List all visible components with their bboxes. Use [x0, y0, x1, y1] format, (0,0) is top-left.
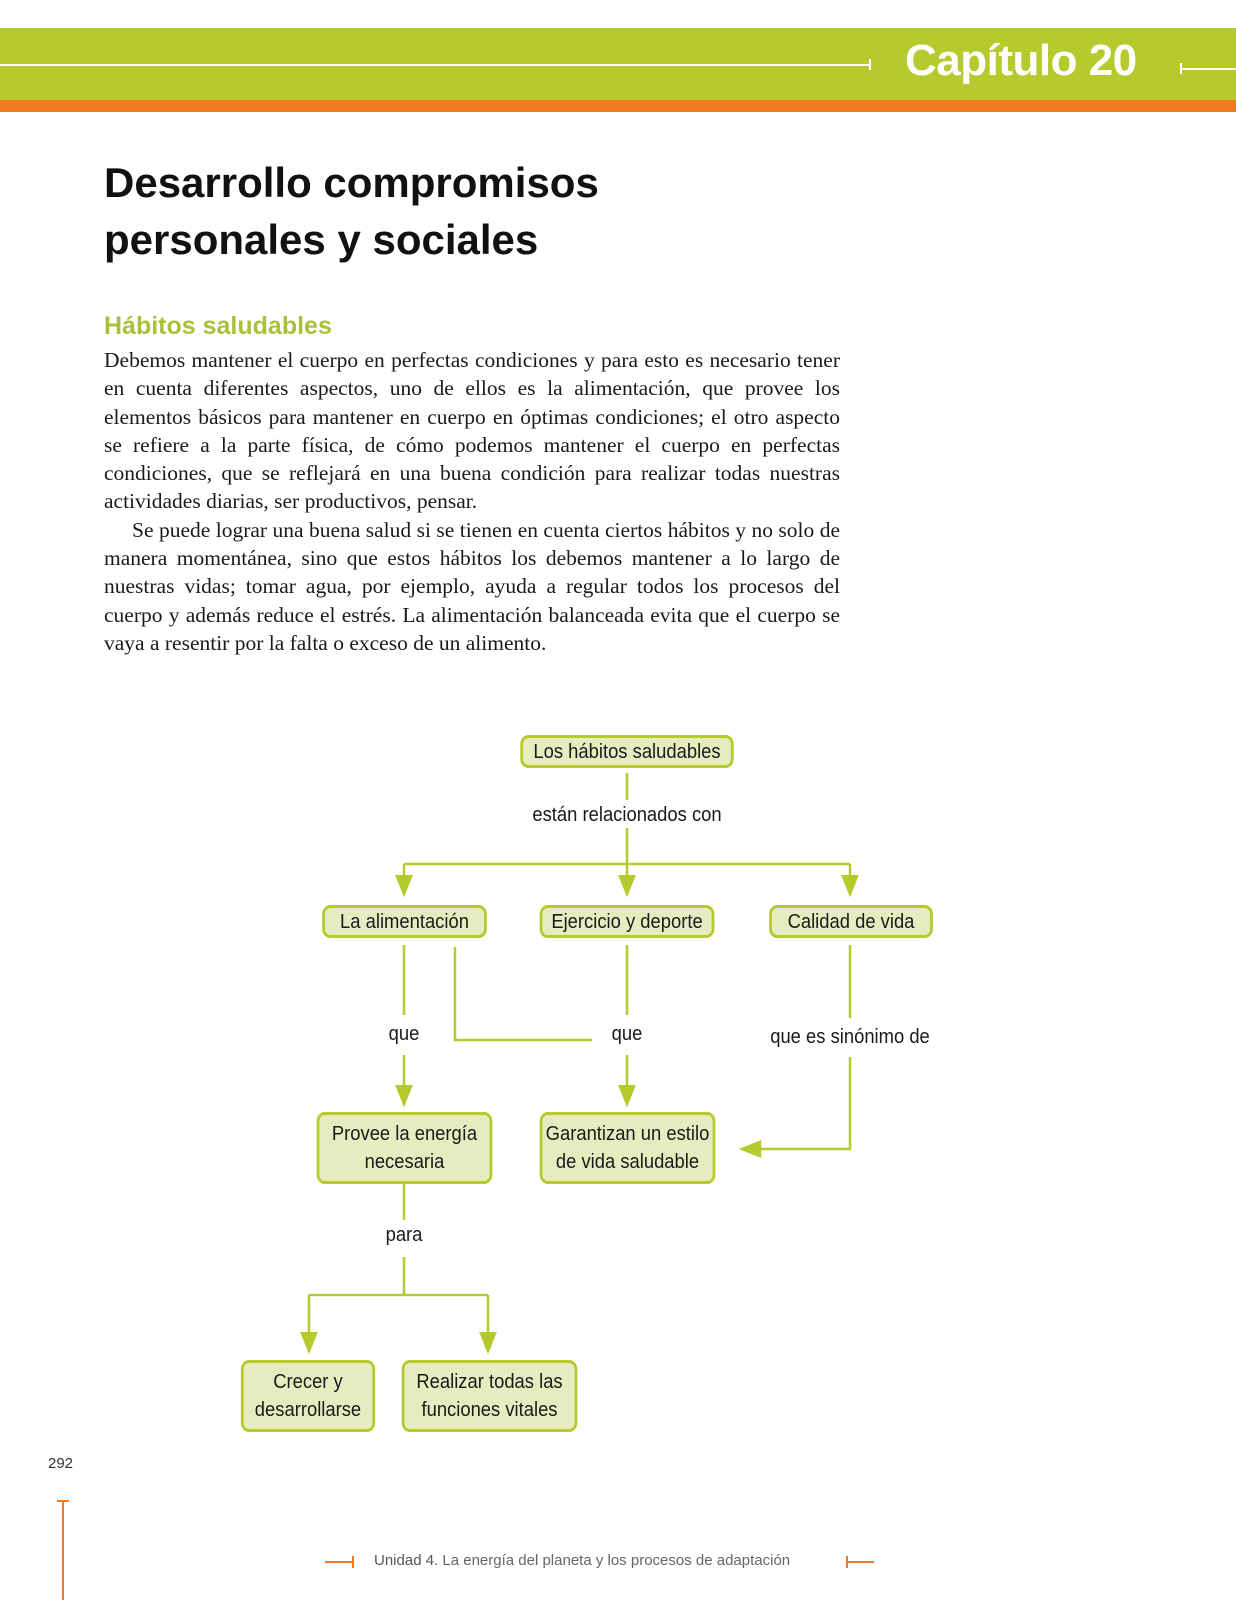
footer-rule-left-tick — [352, 1556, 354, 1568]
node-crecer: Crecer y desarrollarse — [241, 1360, 375, 1432]
node-garantizan-estilo: Garantizan un estilo de vida saludable — [540, 1112, 716, 1184]
page-number: 292 — [48, 1455, 74, 1472]
connector-relacionados: están relacionados con — [532, 804, 722, 826]
node-ejercicio: Ejercicio y deporte — [540, 905, 715, 938]
footer-rule-right — [846, 1561, 874, 1563]
footer-unit: Unidad 4. — [374, 1552, 439, 1569]
connector-sinonimo: que es sinónimo de — [770, 1026, 930, 1048]
section-heading: Hábitos saludables — [104, 312, 332, 340]
node-provee-energia: Provee la energía necesaria — [317, 1112, 493, 1184]
footer-rule-left — [325, 1561, 353, 1563]
body-paragraph: Se puede lograr una buena salud si se tienen en cuenta ciertos hábitos y no solo de manera momentánea, sino que estos hábitos los debemos mantener a lo largo de nuestras vidas; tomar agua, por ejemplo, ayuda a regular todos los procesos del cuerpo y además reduce el estrés. La alimentación balanceada evita que el cuerpo se vaya a resentir por la falta o exceso de un alimento. — [104, 517, 840, 655]
node-realizar-funciones: Realizar todas las funciones vitales — [402, 1360, 578, 1432]
footer-title: La energía del planeta y los procesos de adaptación — [438, 1552, 791, 1569]
node-calidad-vida: Calidad de vida — [769, 905, 933, 938]
line-alimentacion-to-que-mid — [455, 947, 592, 1040]
connector-que-mid: que — [611, 1023, 643, 1045]
body-paragraph: Debemos mantener el cuerpo en perfectas condiciones y para esto es necesario tener en cuenta diferentes aspectos, uno de ellos es la alimentación, que provee los elementos básicos para mantener en cuerpo en óptimas condiciones; el otro aspecto se refiere a la parte física, de cómo podemos mantener el cuerpo en perfectas condiciones, que se reflejará en una buena condición para realizar todas nuestras actividades diarias, ser productivos, pensar. — [104, 348, 840, 514]
left-margin-rule-tick — [57, 1500, 69, 1502]
node-habitos-saludables: Los hábitos saludables — [520, 735, 733, 768]
chapter-title: Capítulo 20 — [905, 36, 1137, 85]
page-title: Desarrollo compromisos personales y sociales — [104, 159, 599, 263]
footer — [374, 1552, 790, 1569]
footer-rule-right-tick — [846, 1556, 848, 1568]
node-alimentacion: La alimentación — [322, 905, 487, 938]
connector-que-left: que — [388, 1023, 420, 1045]
connector-para: para — [385, 1224, 423, 1246]
left-margin-rule — [62, 1500, 64, 1600]
line-sinonimo-garantizan — [741, 1057, 850, 1149]
